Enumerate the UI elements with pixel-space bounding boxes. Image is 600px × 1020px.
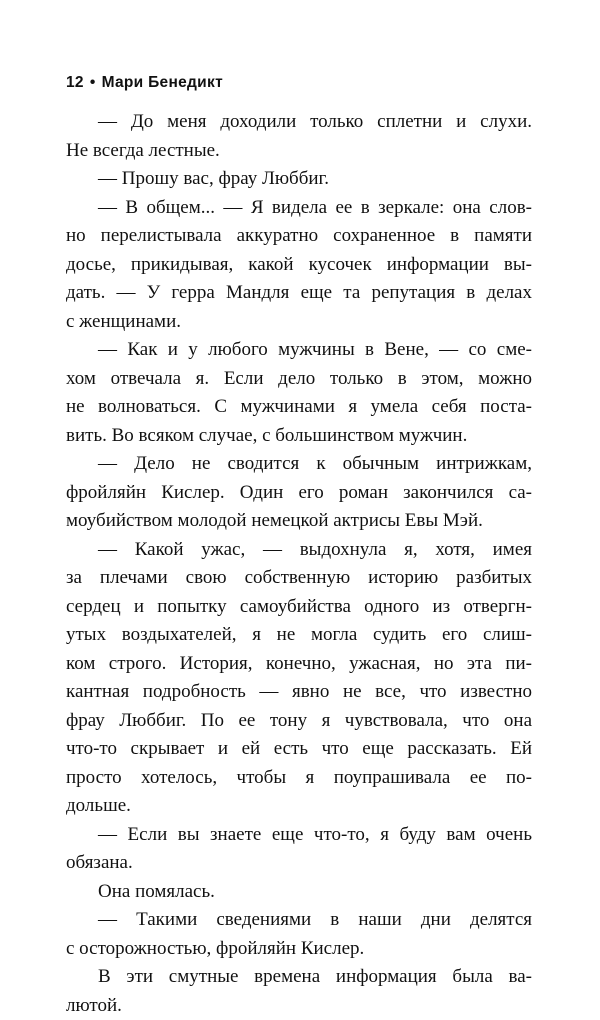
text-line: ком строго. История, конечно, ужасная, но эта пи-: [66, 650, 532, 679]
header-separator: •: [84, 74, 102, 91]
text-line: лютой.: [66, 992, 532, 1020]
body-text: [66, 108, 532, 1020]
text-line: дать. — У герра Мандля еще та репутация в делах: [66, 279, 532, 308]
text-line: просто хотелось, чтобы я поупрашивала ее по-: [66, 764, 532, 793]
text-line: досье, прикидывая, какой кусочек информации вы-: [66, 251, 532, 280]
text-line: В эти смутные времена информация была ва-: [66, 963, 532, 992]
text-line: обязана.: [66, 849, 532, 878]
author-name: Мари Бенедикт: [102, 74, 223, 91]
text-line: кантная подробность — явно не все, что известно: [66, 678, 532, 707]
text-line: — Прошу вас, фрау Люббиг.: [66, 165, 532, 194]
text-line: фрау Люббиг. По ее тону я чувствовала, что она: [66, 707, 532, 736]
text-line: не волноваться. С мужчинами я умела себя поста-: [66, 393, 532, 422]
text-line: дольше.: [66, 792, 532, 821]
text-line: что-то скрывает и ей есть что еще рассказать. Ей: [66, 735, 532, 764]
text-line: но перелистывала аккуратно сохраненное в памяти: [66, 222, 532, 251]
text-line: хом отвечала я. Если дело только в этом, можно: [66, 365, 532, 394]
text-line: фройляйн Кислер. Один его роман закончился са-: [66, 479, 532, 508]
text-line: с женщинами.: [66, 308, 532, 337]
text-line: вить. Во всяком случае, с большинством мужчин.: [66, 422, 532, 451]
text-line: — До меня доходили только сплетни и слухи.: [66, 108, 532, 137]
text-line: моубийством молодой немецкой актрисы Евы Мэй.: [66, 507, 532, 536]
text-line: Она помялась.: [66, 878, 532, 907]
text-line: — В общем... — Я видела ее в зеркале: она слов-: [66, 194, 532, 223]
text-line: с осторожностью, фройляйн Кислер.: [66, 935, 532, 964]
text-line: Не всегда лестные.: [66, 137, 532, 166]
running-head: [66, 74, 223, 92]
text-line: — Дело не сводится к обычным интрижкам,: [66, 450, 532, 479]
text-line: за плечами свою собственную историю разбитых: [66, 564, 532, 593]
text-line: сердец и попытку самоубийства одного из отвергн-: [66, 593, 532, 622]
text-line: — Какой ужас, — выдохнула я, хотя, имея: [66, 536, 532, 565]
text-line: — Если вы знаете еще что-то, я буду вам очень: [66, 821, 532, 850]
text-line: — Такими сведениями в наши дни делятся: [66, 906, 532, 935]
text-line: утых воздыхателей, я не могла судить его слиш-: [66, 621, 532, 650]
page-number: 12: [66, 74, 84, 91]
text-line: — Как и у любого мужчины в Вене, — со сме-: [66, 336, 532, 365]
